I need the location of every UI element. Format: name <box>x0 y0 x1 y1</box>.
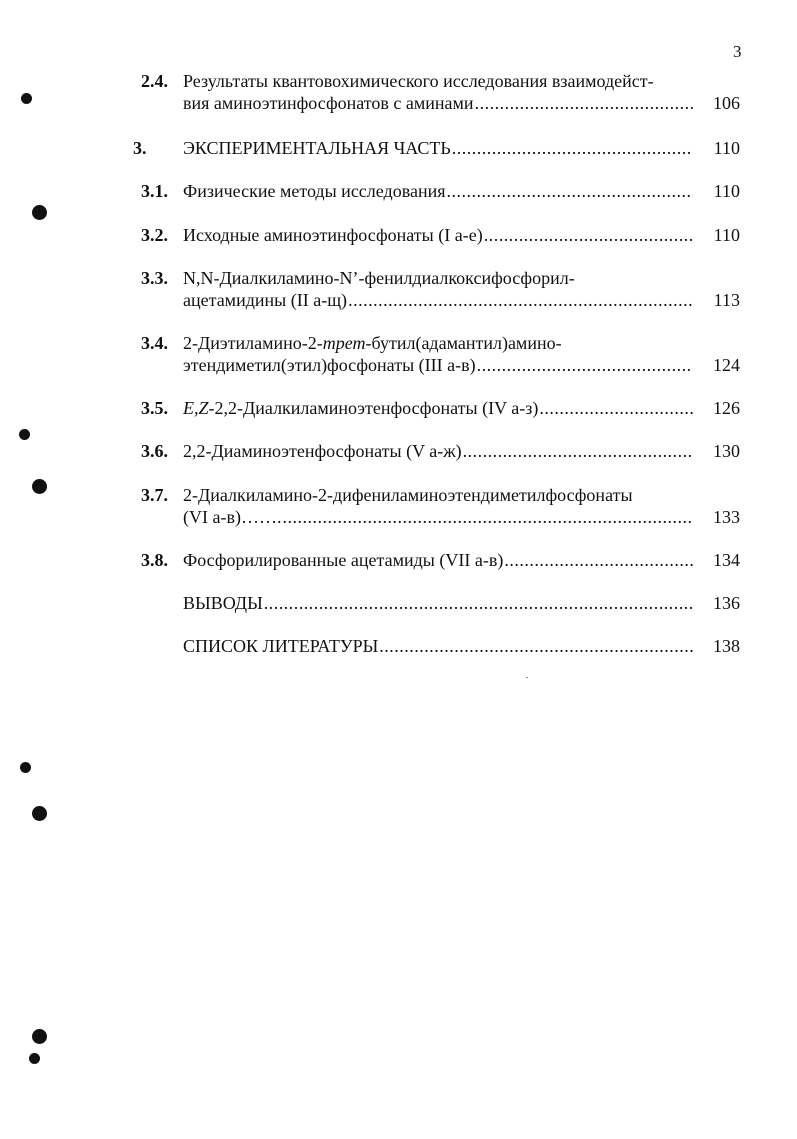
dot-leader <box>463 440 693 462</box>
toc-entry-page: 138 <box>713 636 740 656</box>
punch-hole <box>21 93 32 104</box>
toc-entry-page: 110 <box>713 181 740 201</box>
toc-entry-page: 134 <box>713 550 740 570</box>
dot-leader <box>379 635 693 657</box>
scan-speck <box>526 677 528 678</box>
dot-leader <box>447 180 694 202</box>
toc-entry-number: 3.1. <box>141 181 168 201</box>
toc-entry-title: Исходные аминоэтинфосфонаты (I а-е) ..... <box>183 224 693 246</box>
toc-entry-page: 126 <box>713 398 740 418</box>
toc-entry-title: ЭКСПЕРИМЕНТАЛЬНАЯ ЧАСТЬ ..... <box>183 137 693 159</box>
toc-entry-number: 3.4. <box>141 333 168 353</box>
toc-entry-number: 3. <box>133 138 147 158</box>
dot-leader <box>504 549 693 571</box>
toc-entry-title: ВЫВОДЫ ..... <box>183 592 693 614</box>
toc-entry-number: 2.4. <box>141 71 168 91</box>
toc-entry-page: 110 <box>713 138 740 158</box>
toc-entry-page: 130 <box>713 441 740 461</box>
toc-entry-page: 110 <box>713 225 740 245</box>
toc-entry-title: E,Z-2,2-Диалкиламиноэтенфосфонаты (IV а-з) ..... <box>183 397 693 419</box>
punch-hole <box>20 762 31 773</box>
dot-leader <box>452 137 693 159</box>
punch-hole <box>19 429 30 440</box>
toc-entry-title: 2-Диалкиламино-2-дифениламиноэтендиметилфосфонаты (VI а-в)……. ..... <box>183 484 693 528</box>
dot-leader <box>477 354 693 376</box>
toc-entry-page: 133 <box>713 507 740 527</box>
dot-leader <box>475 92 693 114</box>
toc-entry-title: Результаты квантовохимического исследования взаимодейст- вия аминоэтинфосфонатов с аминами ..... <box>183 70 693 114</box>
punch-hole <box>32 479 47 494</box>
toc-entry-title: Фосфорилированные ацетамиды (VII а-в) ..... <box>183 549 693 571</box>
toc-entry-number: 3.3. <box>141 268 168 288</box>
toc-entry-page: 106 <box>713 93 740 113</box>
toc-entry-number: 3.6. <box>141 441 168 461</box>
punch-hole <box>32 1029 47 1044</box>
toc-entry-title: N,N-Диалкиламино-N’-фенилдиалкоксифосфорил- ацетамидины (II а-щ) ..... <box>183 267 693 311</box>
toc-entry-title: 2,2-Диаминоэтенфосфонаты (V а-ж) ..... <box>183 440 693 462</box>
toc-entry-page: 113 <box>713 290 740 310</box>
toc-entry-number: 3.2. <box>141 225 168 245</box>
dot-leader <box>484 224 693 246</box>
punch-hole <box>32 205 47 220</box>
toc-entry-page: 124 <box>713 355 740 375</box>
toc-entry-title: 2-Диэтиламино-2-трет-бутил(адамантил)амино- этендиметил(этил)фосфонаты (III а-в) ..... <box>183 332 693 376</box>
toc-entry-number: 3.7. <box>141 485 168 505</box>
page-number: 3 <box>733 42 742 61</box>
punch-hole <box>29 1053 40 1064</box>
toc-entry-title: СПИСОК ЛИТЕРАТУРЫ ..... <box>183 635 693 657</box>
dot-leader <box>348 289 693 311</box>
dot-leader <box>282 506 693 528</box>
dot-leader <box>264 592 693 614</box>
toc-entry-number: 3.8. <box>141 550 168 570</box>
toc-entry-page: 136 <box>713 593 740 613</box>
toc-entry-number: 3.5. <box>141 398 168 418</box>
dot-leader <box>539 397 693 419</box>
toc-entry-title: Физические методы исследования ..... <box>183 180 693 202</box>
punch-hole <box>32 806 47 821</box>
